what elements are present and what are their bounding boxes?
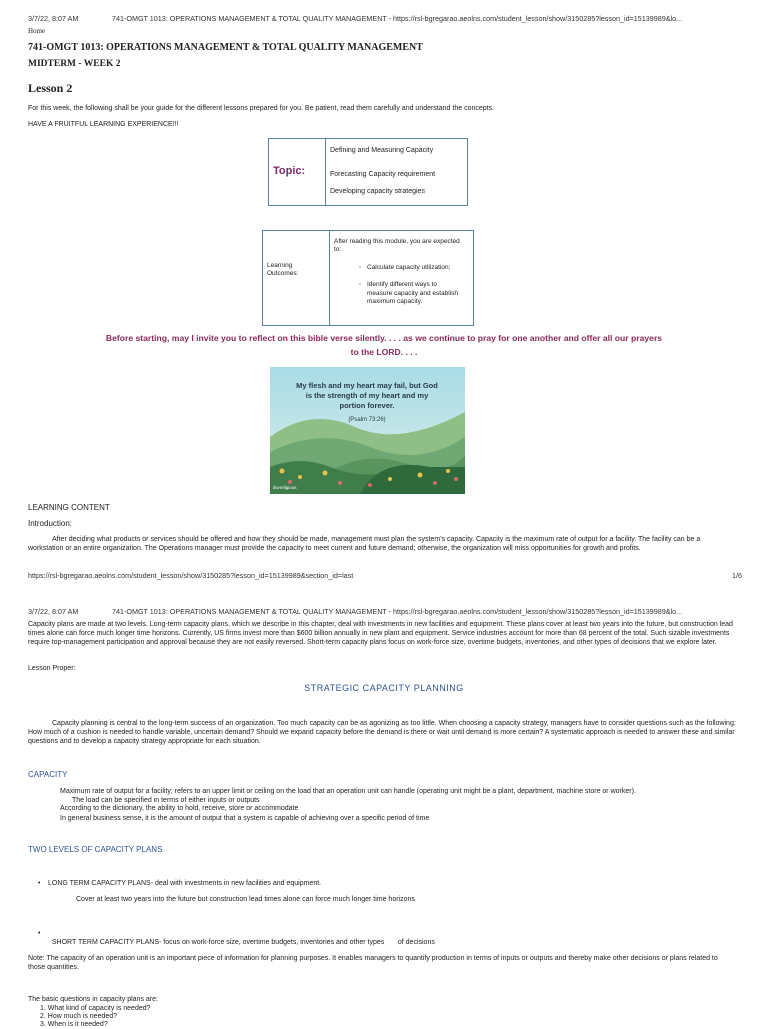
circle-bullet-icon: ◦ (359, 281, 362, 288)
lesson-proper-heading: Lesson Proper: (28, 665, 76, 672)
bullet-icon: • (38, 880, 41, 887)
topic-label: Topic: (273, 165, 306, 177)
verse-line-1: Before starting, may I invite you to reflect on this bible verse silently. . . . as we continue to pray for one another and offer all our prayers (105, 333, 663, 343)
question-item: 3. When is it needed? (40, 1021, 108, 1028)
bullet-icon: • (38, 930, 41, 937)
capacity-definition: Maximum rate of output for a facility; refers to an upper limit or ceiling on the load that an operation unit can handle (operating unit might be a plant, department, machine store or worker). (60, 788, 636, 795)
long-term-subtext: Cover at least two years into the future but construction lead times alone can force much longer time horizons (76, 896, 415, 903)
header-title-url: 741-OMGT 1013: OPERATIONS MANAGEMENT & TOTAL QUALITY MANAGEMENT - https://rsl-bgregarao.aeolns.com/student_lesson/show/3150285?lesson_id=15139989&lo... (112, 14, 683, 23)
strategic-capacity-planning-title: STRATEGIC CAPACITY PLANNING (304, 683, 464, 693)
course-title: 741-OMGT 1013: OPERATIONS MANAGEMENT & TOTAL QUALITY MANAGEMENT (28, 42, 423, 53)
fruitful-line: HAVE A FRUITFUL LEARNING EXPERIENCE!!! (28, 121, 179, 128)
home-link[interactable]: Home (28, 27, 46, 35)
verse-image-reference: (Psalm 73:26) (348, 417, 386, 423)
lo-label: Learning Outcomes: (267, 262, 299, 277)
two-levels-heading: TWO LEVELS OF CAPACITY PLANS (28, 845, 163, 854)
topic-item: Developing capacity strategies (330, 188, 425, 195)
verse-line-2: to the LORD. . . . (350, 347, 418, 357)
strategic-paragraph: Capacity planning is central to the long-term success of an organization. Too much capacity can be as agonizing as too little. When choosing a capacity strategy, managers have to consider questions such as the following: How much of a cushion is needed to handle variable, uncertain demand? Should we expand capacity before the demand is there or wait until demand is more certain? A systematic approach is needed to answer these and similar questions and to develop a capacity strategy appropriate for each situation. (28, 720, 736, 745)
topic-label-cell (269, 139, 326, 205)
learning-content-heading: LEARNING CONTENT (28, 503, 110, 512)
header-datetime: 3/7/22, 8:07 AM (28, 607, 79, 616)
capacity-dictionary-line: According to the dictionary, the ability to hold, receive, store or accommodate (60, 805, 299, 812)
question-item: 2. How much is needed? (40, 1013, 118, 1020)
question-item: 1. What kind of capacity is needed? (40, 1005, 151, 1012)
bible-verse-image (270, 367, 465, 494)
verse-image-brand: iluvreligious (273, 485, 297, 490)
lo-item: ◦ Calculate capacity utilization; (359, 264, 451, 271)
verse-invitation (20, 333, 748, 357)
header-datetime: 3/7/22, 8:07 AM (28, 14, 79, 23)
verse-image-text: My flesh and my heart may fail, but God is the strength of my heart and my portion forever. (296, 381, 438, 410)
introduction-heading: Introduction: (28, 519, 73, 528)
footer-page-number: 1/6 (732, 571, 742, 580)
intro-line: For this week, the following shall be your guide for the different lessons prepared for you. Be patient, read them carefully and understand the concepts. (28, 105, 495, 112)
capacity-business-line: In general business sense, it is the amount of output that a system is capable of achieving over a specific period of time (60, 815, 430, 822)
footer-url: https://rsl-bgregarao.aeolns.com/student_lesson/show/3150285?lesson_id=15139989&section_id=last (28, 571, 354, 580)
basic-questions-heading: The basic questions in capacity plans are: (28, 996, 158, 1003)
topic-table (268, 138, 468, 206)
introduction-paragraph: After deciding what products or services should be offered and how they should be made, management must plan the system's capacity. Capacity is the maximum rate of output for a facility. The facility can be a workstation or an entire organization. The Operations manager must provide the capacity to meet current and future demand; otherwise, the organization will miss opportunities for growth and profits. (28, 536, 701, 552)
long-term-item: • LONG TERM CAPACITY PLANS- deal with investments in new facilities and equipment. (38, 880, 322, 887)
lo-intro: After reading this module, you are expected to: (334, 238, 460, 253)
capacity-load-line: The load can be specified in terms of either inputs or outputs (72, 797, 260, 804)
lo-label-cell (263, 231, 330, 325)
term-label: MIDTERM - WEEK 2 (28, 59, 121, 69)
note-paragraph: Note: The capacity of an operation unit is an important piece of information for planning purposes. It enables managers to quantify production in terms of inputs or outputs and thereby make other decisions or plans related to those quantities. (28, 955, 718, 971)
topic-item: Forecasting Capacity requirement (330, 171, 436, 178)
lo-item: ◦ Identify different ways to measure capacity and establish maximum capacity. (359, 281, 459, 305)
header-title-url: 741-OMGT 1013: OPERATIONS MANAGEMENT & TOTAL QUALITY MANAGEMENT - https://rsl-bgregarao.aeolns.com/student_lesson/show/3150285?lesson_id=15139989&lo... (112, 607, 683, 616)
learning-outcomes-table (262, 230, 474, 326)
short-term-item: • SHORT TERM CAPACITY PLANS- focus on work-force size, overtime budgets, inventories and other types of decisions (38, 930, 435, 946)
lesson-heading: Lesson 2 (28, 81, 73, 95)
capacity-heading: CAPACITY (28, 770, 68, 779)
capacity-levels-paragraph: Capacity plans are made at two levels. Long-term capacity plans, which we describe in this chapter, deal with investments in new facilities and equipment. These plans cover at least two years into the future, but construction lead times alone can force much longer time horizons. Currently, US firms invest more than $600 billion annually in new plant and equipment. Service industries account for more than 68 percent of the total. Such sizable investments require top-management participation and approval because they are not easily reversed. Short-term capacity plans focus on work-force size, overtime budgets, inventories, and other types of decisions that we explore later. (28, 621, 733, 646)
circle-bullet-icon: ◦ (359, 264, 362, 271)
topic-item: Defining and Measuring Capacity (330, 147, 434, 154)
